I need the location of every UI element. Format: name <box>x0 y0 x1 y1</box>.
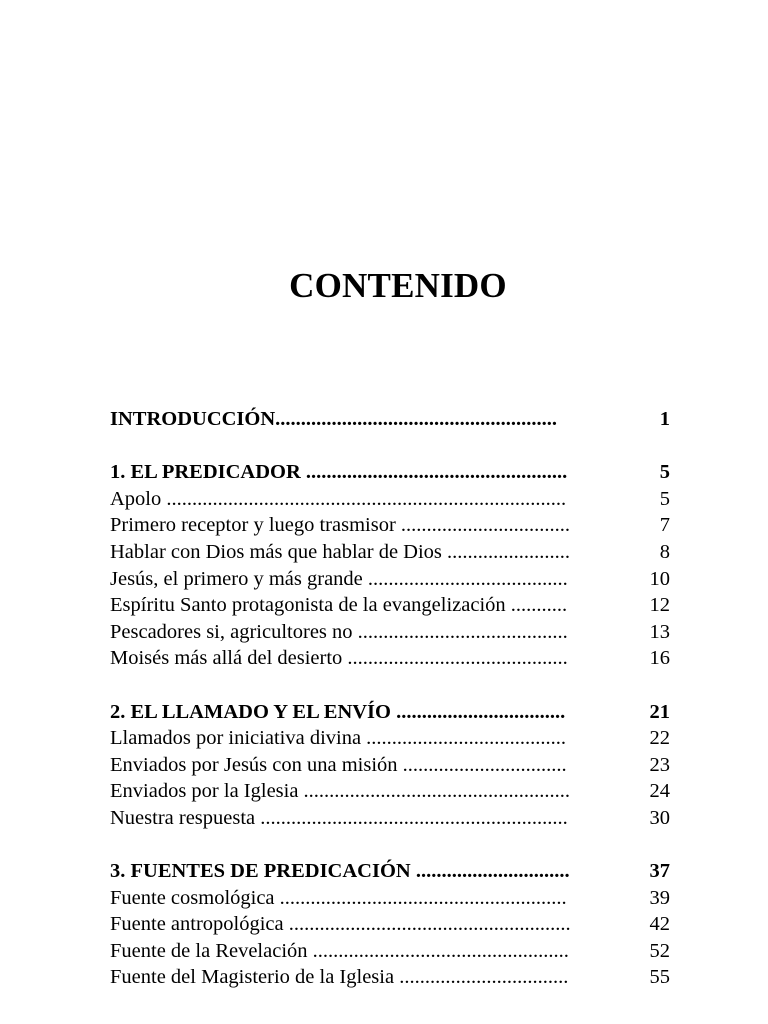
toc-entry-label: Jesús, el primero y más grande ....................................... <box>110 567 568 590</box>
toc-entry-label: Llamados por iniciativa divina ....................................... <box>110 727 567 750</box>
toc-entry <box>110 486 670 513</box>
toc-entry-label: Enviados por la Iglesia .................................................... <box>110 780 571 803</box>
toc-page-number: 12 <box>649 594 670 617</box>
toc-page-number: 5 <box>659 461 670 484</box>
toc-entry-label: Primero receptor y luego trasmisor ................................. <box>110 514 571 537</box>
toc-entry <box>110 752 670 779</box>
toc-page-number: 30 <box>649 806 670 829</box>
toc-entry <box>110 805 670 832</box>
toc-entry <box>110 592 670 619</box>
toc-entry <box>110 885 670 912</box>
toc-heading-fuentes-de-predicacion <box>110 858 670 885</box>
toc-entry <box>110 539 670 566</box>
toc-entry-label: Apolo .............................................................................. <box>110 487 567 510</box>
table-of-contents <box>110 406 670 991</box>
page-title: CONTENIDO <box>289 266 507 305</box>
toc-heading-label: 1. EL PREDICADOR ................................................... <box>110 461 568 484</box>
toc-heading-label: INTRODUCCIÓN....................................................... <box>110 408 558 430</box>
toc-page-number: 23 <box>649 753 670 776</box>
toc-entry-label: Fuente de la Revelación .................................................. <box>110 939 569 962</box>
toc-entry <box>110 512 670 539</box>
section-spacer <box>110 433 670 460</box>
toc-heading-el-llamado-y-el-envio <box>110 699 670 726</box>
toc-entry-label: Enviados por Jesús con una misión ................................ <box>110 753 567 776</box>
toc-page-number: 10 <box>649 567 670 590</box>
section-spacer <box>110 672 670 699</box>
toc-entry-label: Fuente del Magisterio de la Iglesia ................................. <box>110 966 569 989</box>
toc-entry <box>110 566 670 593</box>
toc-entry-label: Espíritu Santo protagonista de la evangelización ........... <box>110 594 568 617</box>
toc-page-number: 21 <box>649 700 670 723</box>
toc-entry-label: Fuente antropológica ....................................................... <box>110 913 571 936</box>
toc-entry-label: Moisés más allá del desierto ........................................... <box>110 647 568 670</box>
toc-entry-label: Fuente cosmológica ........................................................ <box>110 886 567 909</box>
toc-page-number: 24 <box>649 780 670 803</box>
toc-entry-label: Hablar con Dios más que hablar de Dios ........................ <box>110 540 571 563</box>
toc-entry-label: Pescadores si, agricultores no ......................................... <box>110 620 568 643</box>
toc-page-number: 37 <box>649 860 670 883</box>
toc-page-number: 8 <box>659 540 670 563</box>
toc-entry-label: Nuestra respuesta ............................................................ <box>110 806 568 829</box>
toc-page-number: 16 <box>649 647 670 670</box>
toc-page-number: 55 <box>649 966 670 989</box>
toc-page-number: 1 <box>659 408 670 430</box>
toc-page-number: 5 <box>659 487 670 510</box>
toc-page-number: 52 <box>649 939 670 962</box>
toc-heading-introduccion <box>110 406 670 433</box>
toc-page-number: 7 <box>659 514 670 537</box>
toc-entry <box>110 964 670 991</box>
toc-page-number: 42 <box>649 913 670 936</box>
toc-heading-label: 3. FUENTES DE PREDICACIÓN .............................. <box>110 860 570 883</box>
toc-entry <box>110 911 670 938</box>
section-spacer <box>110 832 670 859</box>
toc-heading-el-predicador <box>110 459 670 486</box>
toc-page-number: 13 <box>649 620 670 643</box>
toc-entry <box>110 619 670 646</box>
toc-entry <box>110 938 670 965</box>
toc-entry <box>110 778 670 805</box>
toc-page-number: 39 <box>649 886 670 909</box>
toc-entry <box>110 725 670 752</box>
toc-page-number: 22 <box>649 727 670 750</box>
toc-entry <box>110 645 670 672</box>
toc-heading-label: 2. EL LLAMADO Y EL ENVÍO ................................. <box>110 700 566 723</box>
